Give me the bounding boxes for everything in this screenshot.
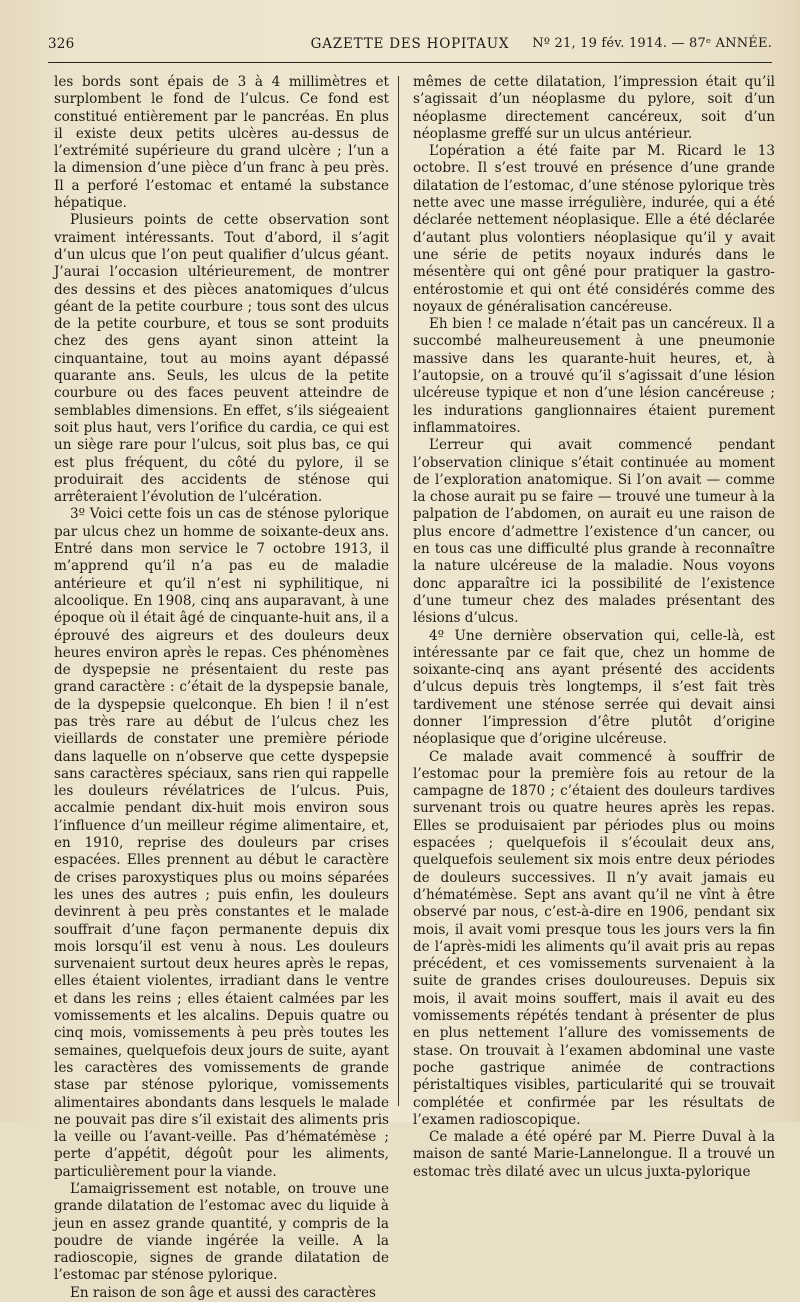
paragraph: 4º Une dernière observation qui, celle-là, est intéressante par ce fait que, chez un homme de soixante-cinq ans ayant présenté des accidents d’ulcus depuis très longtemps, il s’est fait très tardivement une sténose serrée qui devait ainsi donner l’impression d’être plutôt d’origine néoplasique que d’origine ulcéreuse.: [413, 627, 775, 748]
paragraph: les bords sont épais de 3 à 4 millimètres et surplombent le fond de l’ulcus. Ce fond est constitué entièrement par le pancréas. En plus il existe deux petits ulcères au-dessus de l’extrémité supérieure du grand ulcère ; l’un a la dimension d’une pièce d’un franc à peu près. Il a perforé l’estomac et entamé la substance hépatique.: [54, 74, 389, 212]
paragraph: Eh bien ! ce malade n’était pas un cancéreux. Il a succombé malheureusement à une pneumonie massive dans les quarante-huit heures, et, à l’autopsie, on a trouvé qu’il s’agissait d’une lésion ulcéreuse typique et non d’une lésion cancéreuse ; les indurations ganglionnaires étaient purement inflammatoires.: [413, 316, 775, 436]
paragraph: En raison de son âge et aussi des caractères: [70, 1284, 376, 1301]
header-rule: [48, 62, 772, 63]
issue-info: Nº 21, 19 fév. 1914. — 87ᵉ ANNÉE.: [532, 36, 772, 51]
paragraph: Ce malade a été opéré par M. Pierre Duval à la maison de santé Marie-Lannelongue. Il a trouvé un estomac très dilaté avec un ulcus juxta-pylorique: [413, 1129, 775, 1180]
paragraph: L’opération a été faite par M. Ricard le 13 octobre. Il s’est trouvé en présence d’une grande dilatation de l’estomac, d’une sténose pylorique très nette avec une masse irrégulière, indurée, qui a été déclarée nettement néoplasique. Elle a été déclarée d’autant plus volontiers néoplasique qu’il y avait une série de petits noyaux indurés dans le mésentère qui ont gêné pour pratiquer la gastro-entérostomie et qui ont été considérés comme des noyaux de généralisation cancéreuse.: [413, 143, 775, 315]
paragraph: Ce malade avait commencé à souffrir de l’estomac pour la première fois au retour de la campagne de 1870 ; c’étaient des douleurs tardives survenant trois ou quatre heures après les repas. Elles se produisaient par périodes plus ou moins espacées ; quelquefois il s’écoulait deux ans, quelquefois seulement six mois entre deux périodes de douleurs successives. Il n’y avait jamais eu d’hématémèse. Sept ans avant qu’il ne vînt à être observé par nous, c’est-à-dire en 1906, pendant six mois, il avait vomi presque tous les jours vers la fin de l’après-midi les aliments qu’il avait pris au repas précédent, et ces vomissements survenaient à la suite de grandes crises douloureuses. Depuis six mois, il avait moins souffert, mais il avait eu des vomissements répétés tendant à présenter de plus en plus nettement l’allure des vomissements de stase. On trouvait à l’examen abdominal une vaste poche gastrique animée de contractions péristaltiques visibles, particularité qui se trouvait complétée et confirmée par les résultats de l’examen radioscopique.: [413, 748, 775, 1128]
page-number: 326: [48, 36, 75, 52]
page-header: [48, 36, 772, 58]
paragraph: 3º Voici cette fois un cas de sténose pylorique par ulcus chez un homme de soixante-deux ans. Entré dans mon service le 7 octobre 1913, il m’apprend qu’il n’a pas eu de maladie antérieure et qu’il n’est ni syphilitique, ni alcoolique. En 1908, cinq ans auparavant, à une époque où il était âgé de cinquante-huit ans, il a éprouvé des aigreurs et des douleurs deux heures environ après le repas. Ces phénomènes de dyspepsie ne présentaient du reste pas grand caractère : c’était de la dyspepsie banale, de la dyspepsie quelconque. Eh bien ! il n’est pas très rare au début de l’ulcus chez les vieillards de constater une première période dans laquelle on n’observe que cette dyspepsie sans caractères spéciaux, sans rien qui rappelle les douleurs révélatrices de l’ulcus. Puis, accalmie pendant dix-huit mois environ sous l’influence d’un meilleur régime alimentaire, et, en 1910, reprise des douleurs par crises espacées. Elles prennent au début le caractère de crises paroxystiques plus ou moins séparées les unes des autres ; puis enfin, les douleurs devinrent à peu près constantes et le malade souffrait d’une façon permanente depuis dix mois lorsqu’il est venu à nous. Les douleurs survenaient surtout deux heures après le repas, elles étaient violentes, irradiant dans le ventre et dans les reins ; elles étaient calmées par les vomissements et les alcalins. Depuis quatre ou cinq mois, vomissements à peu près toutes les semaines, quelquefois deux jours de suite, ayant les caractères des vomissements de grande stase par sténose pylorique, vomissements alimentaires abondants dans lesquels le malade ne pouvait pas dire s’il existait des aliments pris la veille ou l’avant-veille. Pas d’hématémèse ; perte d’appétit, dégoût pour les aliments, particulièrement pour la viande.: [54, 506, 389, 1180]
paragraph: L’amaigrissement est notable, on trouve une grande dilatation de l’estomac avec du liquide à jeun en assez grande quantité, y compris de la poudre de viande ingérée la veille. A la radioscopie, signes de grande dilatation de l’estomac par sténose pylorique.: [54, 1181, 389, 1284]
right-column: [413, 74, 775, 1180]
paragraph: L’erreur qui avait commencé pendant l’observation clinique s’était continuée au moment de l’exploration anatomique. Si l’on avait — comme la chose aurait pu se faire — trouvé une tumeur à la palpation de l’abdomen, on aurait eu une raison de plus encore d’admettre l’existence d’un cancer, ou en tous cas une difficulté plus grande à reconnaître la nature ulcéreuse de la maladie. Nous voyons donc apparaître ici la possibilité de l’existence d’une tumeur chez des malades présentant des lésions d’ulcus.: [413, 437, 775, 627]
column-divider: [398, 76, 399, 1106]
paragraph: Plusieurs points de cette observation sont vraiment intéressants. Tout d’abord, il s’agit d’un ulcus que l’on peut qualifier d’ulcus géant. J’aurai l’occasion ultérieurement, de montrer des dessins et des pièces anatomiques d’ulcus géant de la petite courbure ; tous sont des ulcus de la petite courbure, et tous se sont produits chez des gens ayant sinon atteint la cinquantaine, tout au moins ayant dépassé quarante ans. Seuls, les ulcus de la petite courbure ou des faces peuvent atteindre de semblables dimensions. En effet, s’ils siégeaient soit plus haut, vers l’orifice du cardia, ce qui est un siège rare pour l’ulcus, soit plus bas, ce qui est plus fréquent, du côté du pylore, il se produirait des accidents de sténose qui arrêteraient l’évolution de l’ulcération.: [54, 212, 389, 506]
paragraph: mêmes de cette dilatation, l’impression était qu’il s’agissait d’un néoplasme du pylore, soit d’un néoplasme directement cancéreux, soit d’un néoplasme greffé sur un ulcus antérieur.: [413, 74, 775, 142]
journal-title: GAZETTE DES HOPITAUX: [310, 36, 510, 52]
left-column: [54, 74, 389, 1301]
